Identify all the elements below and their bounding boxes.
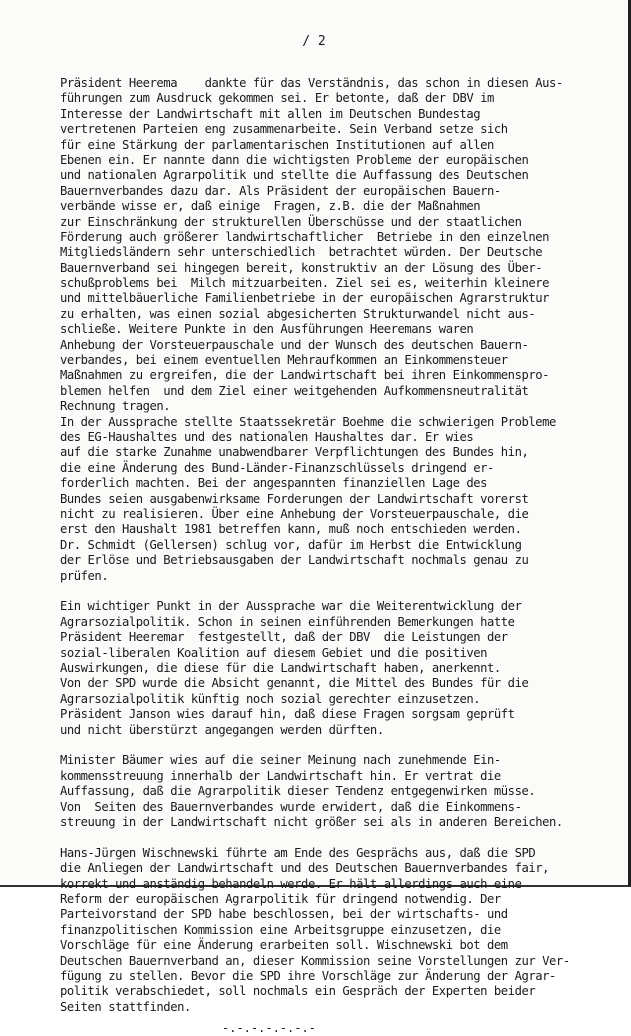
text-line: Parteivorstand der SPD habe beschlossen, bei der wirtschafts- und: [60, 907, 508, 922]
page-number: / 2: [302, 34, 326, 49]
paragraph: [60, 599, 620, 738]
text-line: Ein wichtiger Punkt in der Aussprache war die Weiterentwicklung der: [60, 599, 522, 614]
text-line: zur Einschränkung der strukturellen Überschüsse und der staatlichen: [60, 214, 522, 229]
text-line: korrekt und anständig behandeln werde. Er hält allerdings auch eine: [60, 876, 522, 891]
paragraph: [60, 753, 620, 830]
text-line: Rechnung tragen.: [60, 399, 171, 414]
text-line: prüfen.: [60, 568, 109, 583]
text-line: führungen zum Ausdruck gekommen sei. Er betonte, daß der DBV im: [60, 91, 494, 106]
text-line: sozial-liberalen Koalition auf diesem Gebiet und die positiven: [60, 645, 488, 660]
text-line: des EG-Haushaltes und des nationalen Haushaltes dar. Er wies: [60, 429, 474, 444]
text-line: Präsident Janson wies darauf hin, daß diese Fragen sorgsam geprüft: [60, 707, 515, 722]
text-line: In der Aussprache stellte Staatssekretär Boehme die schwierigen Probleme: [60, 414, 556, 429]
text-line: Auffassung, daß die Agrarpolitik dieser Tendenz entgegenwirken müsse.: [60, 784, 536, 799]
text-line: Deutschen Bauernverband an, dieser Kommission seine Vorstellungen zur Ver-: [60, 953, 570, 968]
text-line: kommensstreuung innerhalb der Landwirtschaft hin. Er vertrat die: [60, 768, 501, 783]
paragraph-gap: [60, 830, 620, 846]
text-line: Interesse der Landwirtschaft mit allen im Deutschen Bundestag: [60, 106, 481, 121]
text-line: Seiten stattfinden.: [60, 999, 191, 1014]
text-line: blemen helfen und dem Ziel einer weitgehenden Aufkommensneutralität: [60, 383, 529, 398]
text-line: Bauernverband sei hingegen bereit, konstruktiv an der Lösung des Über-: [60, 260, 543, 275]
text-line: Ebenen ein. Er nannte dann die wichtigsten Probleme der europäischen: [60, 152, 529, 167]
text-line: Agrarsozialpolitik. Schon in seinen einführenden Bemerkungen hatte: [60, 614, 515, 629]
text-line: die Anliegen der Landwirtschaft und des Deutschen Bauernverbandes fair,: [60, 861, 550, 876]
text-line: Von der SPD wurde die Absicht genannt, die Mittel des Bundes für die: [60, 676, 529, 691]
text-line: Mitgliedsländern sehr unterschiedlich betrachtet würden. Der Deutsche: [60, 245, 543, 260]
paragraph: [60, 846, 620, 1015]
text-line: nicht zu realisieren. Über eine Anhebung der Vorsteuerpauschale, die: [60, 506, 529, 521]
paragraph-gap: [60, 738, 620, 754]
text-line: verbandes, bei einem eventuellen Mehraufkommen an Einkommensteuer: [60, 353, 508, 368]
text-line: Präsident Heerema dankte für das Verständnis, das schon in diesen Aus-: [60, 76, 563, 90]
text-line: streuung in der Landwirtschaft nicht größer sei als in anderen Bereichen.: [60, 814, 563, 829]
text-line: schließe. Weitere Punkte in den Ausführungen Heeremans waren: [60, 322, 474, 337]
text-line: erst den Haushalt 1981 betreffen kann, muß noch entschieden werden.: [60, 522, 522, 537]
text-line: Anhebung der Vorsteuerpauschale und der Wunsch des deutschen Bauern-: [60, 337, 529, 352]
text-line: verbände wisse er, daß einige Fragen, z.B. die der Maßnahmen: [60, 199, 481, 214]
document-body: [60, 76, 620, 1036]
text-line: auf die starke Zunahme unabwendbarer Verpflichtungen des Bundes hin,: [60, 445, 529, 460]
text-line: zu erhalten, was einen sozial abgesicherten Strukturwandel nicht aus-: [60, 306, 536, 321]
text-line: forderlich machten. Bei der angespannten finanziellen Lage des: [60, 476, 488, 491]
text-line: Vorschläge für eine Änderung erarbeiten soll. Wischnewski bot dem: [60, 938, 508, 953]
text-line: und mittelbäuerliche Familienbetriebe in der europäischen Agrarstruktur: [60, 291, 550, 306]
text-line: finanzpolitischen Kommission eine Arbeitsgruppe einzusetzen, die: [60, 922, 501, 937]
text-line: für eine Stärkung der parlamentarischen Institutionen auf allen: [60, 137, 494, 152]
end-mark: -.-.-.-.-.-.-: [222, 1021, 316, 1036]
text-line: und nationalen Agrarpolitik und stellte die Auffassung des Deutschen: [60, 168, 529, 183]
text-line: fügung zu stellen. Bevor die SPD ihre Vorschläge zur Änderung der Agrar-: [60, 968, 556, 983]
text-line: Dr. Schmidt (Gellersen) schlug vor, dafür im Herbst die Entwicklung: [60, 537, 522, 552]
paragraph-gap: [60, 584, 620, 600]
text-line: Maßnahmen zu ergreifen, die der Landwirtschaft bei ihren Einkommenspro-: [60, 368, 550, 383]
text-line: Förderung auch größerer landwirtschaftlicher Betriebe in den einzelnen: [60, 229, 550, 244]
text-line: vertretenen Parteien eng zusammenarbeite. Sein Verband setze sich: [60, 122, 508, 137]
text-line: die eine Änderung des Bund-Länder-Finanzschlüssels dringend er-: [60, 460, 494, 475]
paragraph: [60, 76, 620, 584]
text-line: Minister Bäumer wies auf die seiner Meinung nach zunehmende Ein-: [60, 753, 501, 768]
text-line: der Erlöse und Betriebsausgaben der Landwirtschaft nochmals genau zu: [60, 553, 529, 568]
text-line: Von Seiten des Bauernverbandes wurde erwidert, daß die Einkommens-: [60, 799, 522, 814]
text-line: Reform der europäischen Agrarpolitik für dringend notwendig. Der: [60, 892, 501, 907]
text-line: Bundes seien ausgabenwirksame Forderungen der Landwirtschaft vorerst: [60, 491, 529, 506]
text-line: Auswirkungen, die diese für die Landwirtschaft haben, anerkennt.: [60, 660, 501, 675]
text-line: Bauernverbandes dazu dar. Als Präsident der europäischen Bauern-: [60, 183, 501, 198]
text-line: politik verabschiedet, soll nochmals ein Gespräch der Experten beider: [60, 984, 536, 999]
text-line: und nicht überstürzt angegangen werden dürften.: [60, 722, 384, 737]
text-line: Präsident Heeremar festgestellt, daß der DBV die Leistungen der: [60, 630, 508, 645]
text-line: schußproblems bei Milch mitzuarbeiten. Ziel sei es, weiterhin kleinere: [60, 276, 550, 291]
text-line: Agrarsozialpolitik künftig noch sozial gerechter einzusetzen.: [60, 691, 481, 706]
text-line: Hans-Jürgen Wischnewski führte am Ende des Gesprächs aus, daß die SPD: [60, 845, 536, 860]
